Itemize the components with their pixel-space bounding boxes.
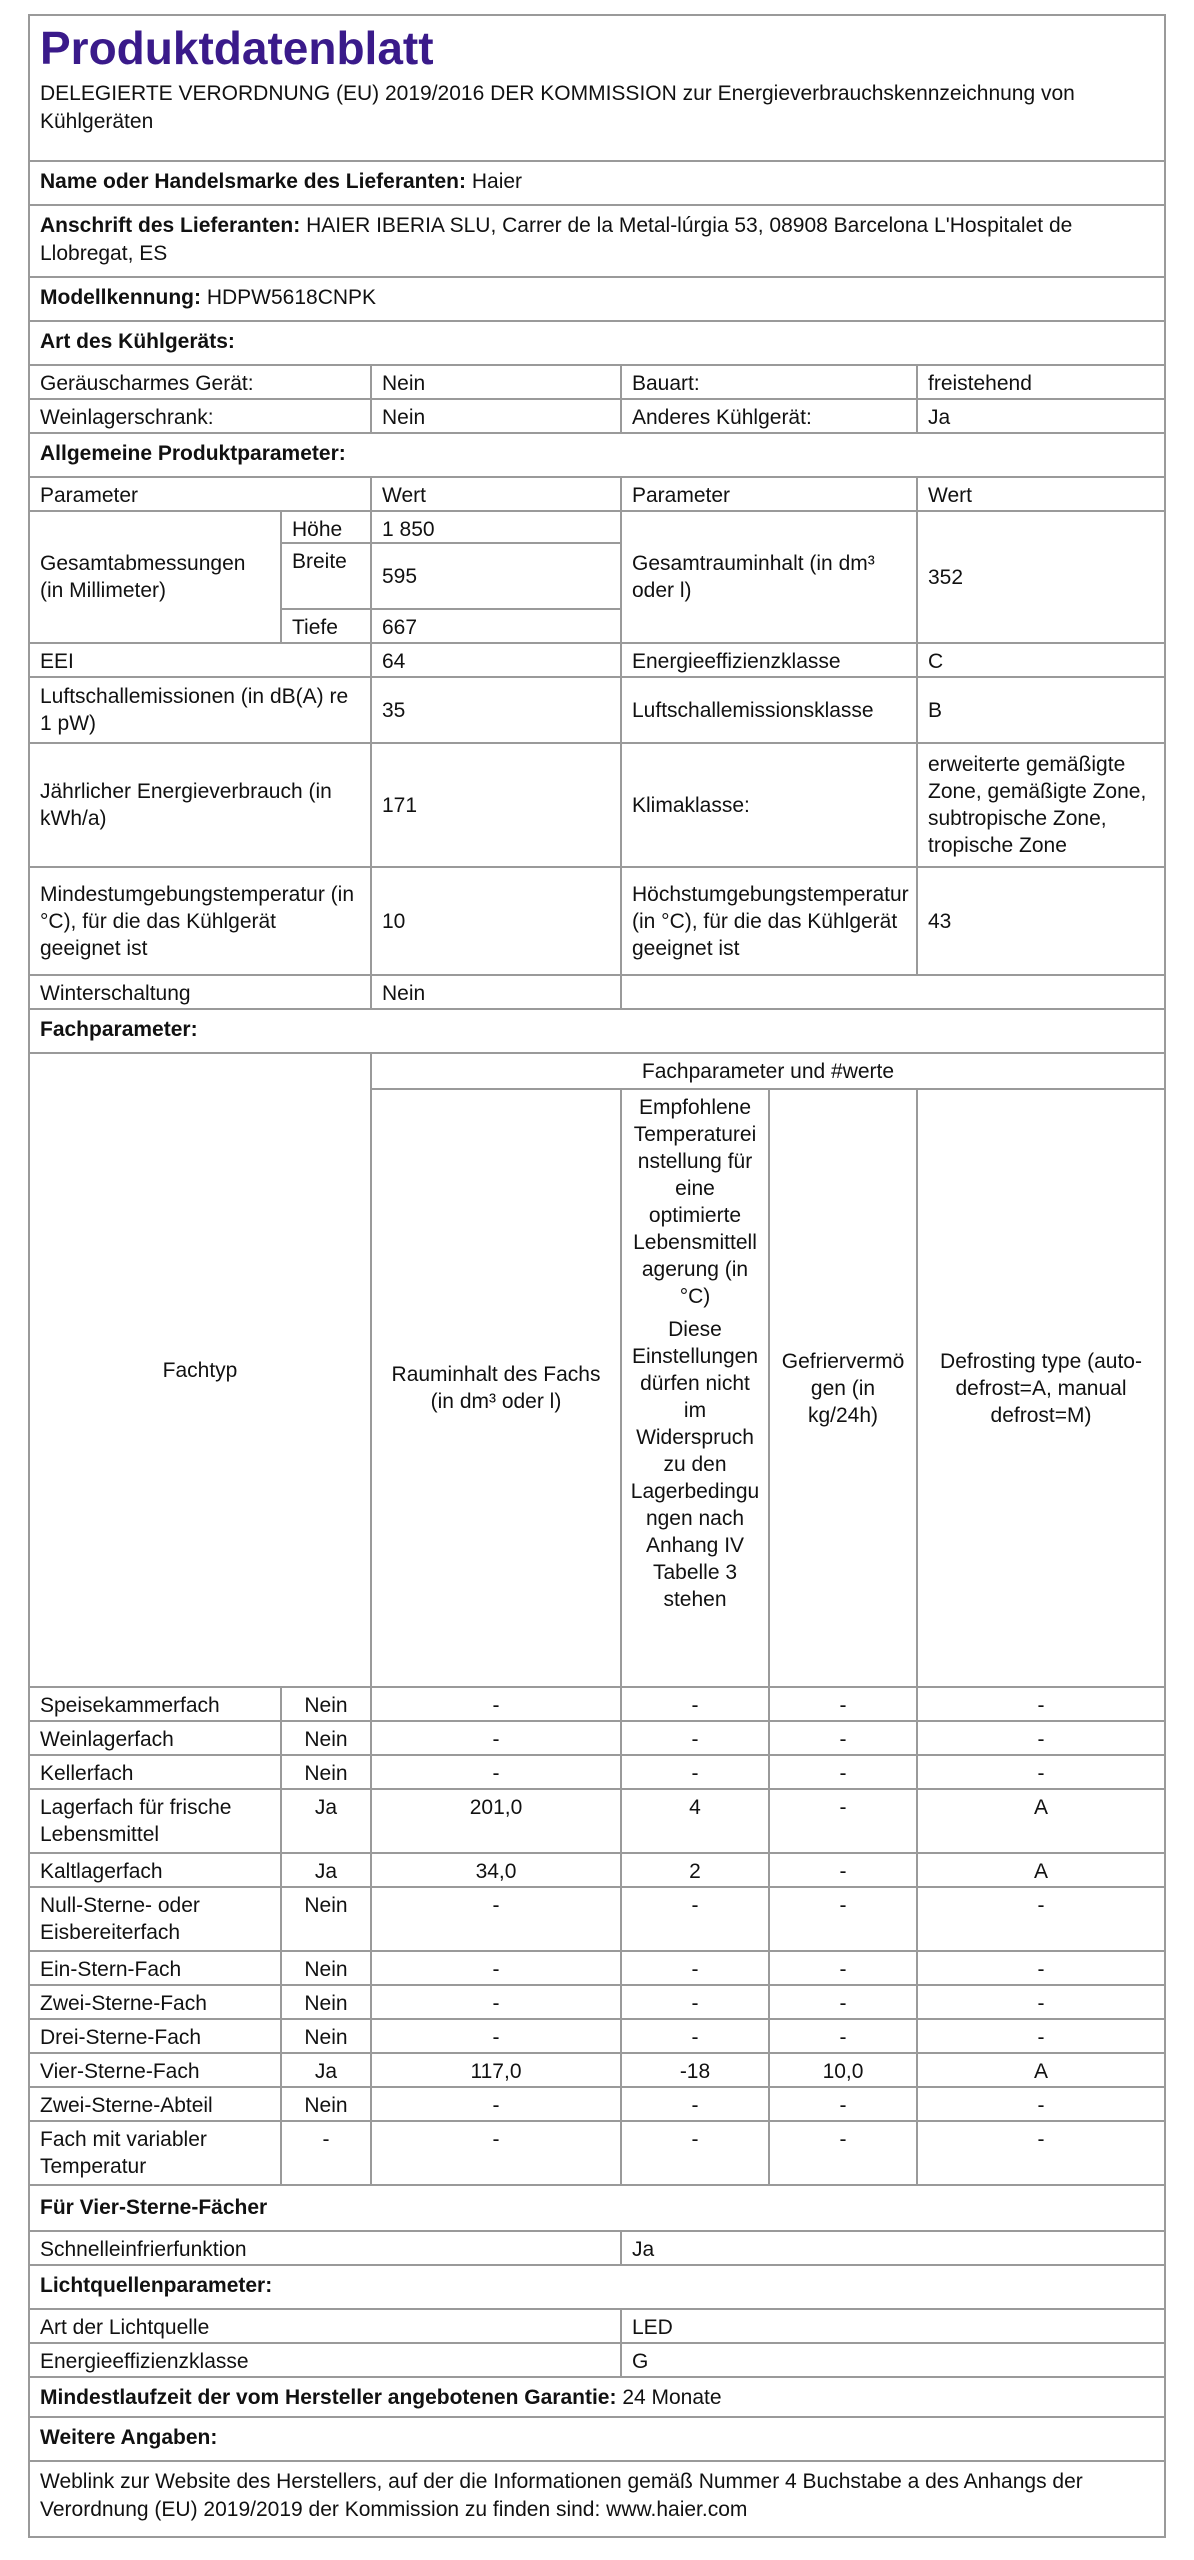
- warranty-label: Mindestlaufzeit der vom Hersteller angebotenen Garantie:: [40, 2386, 617, 2409]
- compartment-row: [30, 1756, 1164, 1790]
- manufacturer-link[interactable]: www.haier.com: [606, 2498, 748, 2521]
- value-header-2: Wert: [916, 478, 1164, 512]
- ambient-temp-row: [30, 868, 1164, 976]
- address-label: Anschrift des Lieferanten:: [40, 214, 301, 237]
- compartment-temp: -: [620, 1756, 768, 1788]
- compartment-row: [30, 1722, 1164, 1756]
- compartment-row: [30, 1986, 1164, 2020]
- compartment-defrost: -: [916, 1952, 1164, 1984]
- compartment-row: [30, 1688, 1164, 1722]
- address-value: HAIER IBERIA SLU, Carrer de la Metal-lúrgia 53, 08908 Barcelona L'Hospitalet de Llobregat, ES: [40, 214, 1073, 265]
- general-heading-row: [30, 434, 1164, 478]
- min-temp-value: 10: [370, 868, 620, 974]
- climate-class-value: erweiterte gemäßigte Zone, gemäßigte Zone, subtropische Zone, tropische Zone: [916, 744, 1164, 866]
- compartment-defrost: -: [916, 1986, 1164, 2018]
- fast-freeze-value: Ja: [620, 2232, 1164, 2266]
- compartment-present: Nein: [280, 1888, 370, 1950]
- wine-cabinet-value: Nein: [370, 400, 620, 434]
- compartment-name: Speisekammerfach: [40, 1694, 220, 1717]
- total-volume-value: 352: [916, 512, 1164, 642]
- compartment-temp: -18: [620, 2054, 768, 2086]
- compartment-volume: -: [370, 1888, 620, 1950]
- compartment-temp: -: [620, 2122, 768, 2184]
- compartment-row: [30, 2054, 1164, 2088]
- compartment-defrost: A: [916, 1790, 1164, 1852]
- fast-freeze-label: Schnelleinfrierfunktion: [40, 2238, 247, 2261]
- compartment-group-header: Fachparameter und #werte: [370, 1054, 1164, 1090]
- noise-class-value: B: [916, 678, 1164, 742]
- design-value: freistehend: [916, 366, 1164, 400]
- max-temp-value: 43: [916, 868, 1164, 974]
- model-label: Modellkennung:: [40, 286, 201, 309]
- compartment-row: [30, 1888, 1164, 1952]
- compartment-defrost: -: [916, 1688, 1164, 1720]
- model-value: HDPW5618CNPK: [206, 286, 377, 309]
- compartment-volume: -: [370, 1688, 620, 1720]
- four-star-heading-row: [30, 2188, 1164, 2232]
- compartment-row: [30, 2088, 1164, 2122]
- noise-row: [30, 678, 1164, 744]
- compartment-defrost: -: [916, 2122, 1164, 2184]
- compartment-volume: -: [370, 1756, 620, 1788]
- fast-freeze-row: [30, 2232, 1164, 2266]
- compartment-defrost: A: [916, 1854, 1164, 1886]
- compartments-header-row: [30, 1054, 1164, 1688]
- light-heading-row: [30, 2266, 1164, 2310]
- depth-label: Tiefe: [280, 610, 370, 642]
- light-class-value: G: [620, 2344, 1164, 2378]
- supplier-label: Name oder Handelsmarke des Lieferanten:: [40, 170, 466, 193]
- winter-row: [30, 976, 1164, 1010]
- energy-consumption-value: 171: [370, 744, 620, 866]
- light-class-label: Energieeffizienzklasse: [40, 2350, 249, 2373]
- dimensions-row: [30, 512, 1164, 644]
- compartment-present: -: [280, 2122, 370, 2184]
- winter-label: Winterschaltung: [40, 982, 191, 1005]
- compartment-present: Nein: [280, 1952, 370, 1984]
- design-label: Bauart:: [620, 366, 916, 400]
- compartment-defrost: -: [916, 1888, 1164, 1950]
- general-header-row: [30, 478, 1164, 512]
- noise-class-label: Luftschallemissionsklasse: [620, 678, 916, 742]
- appliance-type-heading-row: [30, 322, 1164, 366]
- eei-value: 64: [370, 644, 620, 678]
- defrost-type-header: Defrosting type (auto-defrost=A, manual defrost=M): [916, 1090, 1164, 1686]
- compartment-temp: -: [620, 1722, 768, 1754]
- compartments-heading-row: [30, 1010, 1164, 1054]
- compartment-volume-header: Rauminhalt des Fachs (in dm³ oder l): [370, 1090, 620, 1686]
- compartment-present: Ja: [280, 2054, 370, 2086]
- height-label: Höhe: [280, 512, 370, 544]
- product-data-sheet: [28, 14, 1166, 2538]
- compartment-volume: 201,0: [370, 1790, 620, 1852]
- low-noise-label: Geräuscharmes Gerät:: [40, 372, 254, 395]
- address-row: [30, 206, 1164, 278]
- compartment-volume: -: [370, 2020, 620, 2052]
- compartment-volume: -: [370, 1722, 620, 1754]
- compartment-name: Zwei-Sterne-Fach: [40, 1992, 207, 2015]
- compartment-temp: 2: [620, 1854, 768, 1886]
- climate-class-label: Klimaklasse:: [620, 744, 916, 866]
- dimensions-label: Gesamtabmessungen (in Millimeter): [40, 552, 246, 602]
- warranty-row: [30, 2378, 1164, 2418]
- compartment-volume: -: [370, 2122, 620, 2184]
- temp-header-line-1: Empfohlene Temperatureinstellung für eine optimierte Lebensmittellagerung (in °C): [633, 1096, 757, 1308]
- value-header: Wert: [370, 478, 620, 512]
- compartment-name: Kaltlagerfach: [40, 1860, 163, 1883]
- compartment-name: Ein-Stern-Fach: [40, 1958, 182, 1981]
- light-type-label: Art der Lichtquelle: [40, 2316, 210, 2339]
- compartment-name: Lagerfach für frische Lebensmittel: [40, 1796, 232, 1846]
- light-type-value: LED: [620, 2310, 1164, 2344]
- compartment-temp: -: [620, 1952, 768, 1984]
- compartment-volume: 117,0: [370, 2054, 620, 2086]
- appliance-type-row-2: [30, 400, 1164, 434]
- compartment-defrost: -: [916, 1756, 1164, 1788]
- further-text: Weblink zur Website des Herstellers, auf der die Informationen gemäß Nummer 4 Buchstabe a des Anhangs der Verordnung (EU) 2019/2019 der Kommission zu finden sind:: [40, 2470, 1083, 2521]
- appliance-type-row-1: [30, 366, 1164, 400]
- width-value: 595: [370, 544, 620, 610]
- compartment-row: [30, 1790, 1164, 1854]
- noise-label: Luftschallemissionen (in dB(A) re 1 pW): [40, 685, 349, 735]
- other-appliance-value: Ja: [916, 400, 1164, 434]
- supplier-value: Haier: [471, 170, 523, 193]
- max-temp-label: Höchstumgebungstemperatur (in °C), für die das Kühlgerät geeignet ist: [620, 868, 916, 974]
- appliance-type-heading: Art des Kühlgeräts:: [40, 330, 235, 353]
- energy-class-value: C: [916, 644, 1164, 678]
- compartment-temp: -: [620, 1688, 768, 1720]
- winter-empty: [620, 976, 1164, 1010]
- compartment-present: Nein: [280, 1688, 370, 1720]
- compartment-defrost: A: [916, 2054, 1164, 2086]
- four-star-heading: Für Vier-Sterne-Fächer: [40, 2196, 268, 2219]
- compartment-freeze: -: [768, 1688, 916, 1720]
- header-block: [30, 16, 1164, 162]
- compartment-present: Ja: [280, 1854, 370, 1886]
- temp-header: [620, 1090, 768, 1686]
- param-header: Parameter: [40, 484, 139, 507]
- light-class-row: [30, 2344, 1164, 2378]
- compartment-volume: 34,0: [370, 1854, 620, 1886]
- compartment-temp: -: [620, 1986, 768, 2018]
- page-title: Produktdatenblatt: [40, 22, 434, 74]
- compartment-freeze: -: [768, 1952, 916, 1984]
- compartment-freeze: -: [768, 2088, 916, 2120]
- supplier-row: [30, 162, 1164, 206]
- compartment-freeze: -: [768, 2020, 916, 2052]
- further-heading-row: [30, 2418, 1164, 2462]
- temp-header-line-2: Diese Einstellungen dürfen nicht im Widerspruch zu den Lagerbedingungen nach Anhang IV Tabelle 3 stehen: [630, 1318, 760, 1611]
- compartment-freeze: -: [768, 1888, 916, 1950]
- wine-cabinet-label: Weinlagerschrank:: [40, 406, 214, 429]
- noise-value: 35: [370, 678, 620, 742]
- compartment-present: Nein: [280, 2020, 370, 2052]
- depth-value: 667: [370, 610, 620, 642]
- compartment-temp: -: [620, 1888, 768, 1950]
- compartment-name: Vier-Sterne-Fach: [40, 2060, 200, 2083]
- compartment-name: Zwei-Sterne-Abteil: [40, 2094, 213, 2117]
- eei-label: EEI: [40, 650, 74, 673]
- compartment-row: [30, 2122, 1164, 2186]
- compartment-temp: 4: [620, 1790, 768, 1852]
- compartment-present: Nein: [280, 2088, 370, 2120]
- compartment-name: Drei-Sterne-Fach: [40, 2026, 202, 2049]
- other-appliance-label: Anderes Kühlgerät:: [620, 400, 916, 434]
- light-type-row: [30, 2310, 1164, 2344]
- compartment-volume: -: [370, 1952, 620, 1984]
- general-heading: Allgemeine Produktparameter:: [40, 442, 346, 465]
- compartment-freeze: -: [768, 1790, 916, 1852]
- compartment-present: Ja: [280, 1790, 370, 1852]
- low-noise-value: Nein: [370, 366, 620, 400]
- compartments-heading: Fachparameter:: [40, 1018, 198, 1041]
- compartment-present: Nein: [280, 1722, 370, 1754]
- compartment-defrost: -: [916, 2088, 1164, 2120]
- compartment-name: Kellerfach: [40, 1762, 134, 1785]
- compartment-freeze: -: [768, 1854, 916, 1886]
- winter-value: Nein: [370, 976, 620, 1010]
- compartment-name: Fach mit variabler Temperatur: [40, 2128, 207, 2178]
- compartment-row: [30, 2020, 1164, 2054]
- compartment-freeze: -: [768, 2122, 916, 2184]
- height-value: 1 850: [370, 512, 620, 544]
- model-row: [30, 278, 1164, 322]
- eei-row: [30, 644, 1164, 678]
- compartment-freeze: -: [768, 1722, 916, 1754]
- compartment-name: Null-Sterne- oder Eisbereiterfach: [40, 1894, 200, 1944]
- compartment-volume: -: [370, 2088, 620, 2120]
- width-label: Breite: [280, 544, 370, 610]
- compartment-present: Nein: [280, 1986, 370, 2018]
- compartment-freeze: -: [768, 1986, 916, 2018]
- energy-class-label: Energieeffizienzklasse: [620, 644, 916, 678]
- freeze-capacity-header: Gefriervermögen (in kg/24h): [768, 1090, 916, 1686]
- compartment-present: Nein: [280, 1756, 370, 1788]
- further-text-row: [30, 2462, 1164, 2536]
- compartment-temp: -: [620, 2088, 768, 2120]
- compartment-temp: -: [620, 2020, 768, 2052]
- compartment-freeze: -: [768, 1756, 916, 1788]
- compartment-row: [30, 1952, 1164, 1986]
- further-heading: Weitere Angaben:: [40, 2426, 218, 2449]
- warranty-value: 24 Monate: [622, 2386, 722, 2409]
- compartment-defrost: -: [916, 1722, 1164, 1754]
- compartment-volume: -: [370, 1986, 620, 2018]
- energy-consumption-label: Jährlicher Energieverbrauch (in kWh/a): [40, 780, 332, 830]
- compartment-type-header: Fachtyp: [162, 1358, 238, 1382]
- compartment-name: Weinlagerfach: [40, 1728, 174, 1751]
- compartment-defrost: -: [916, 2020, 1164, 2052]
- min-temp-label: Mindestumgebungstemperatur (in °C), für die das Kühlgerät geeignet ist: [40, 882, 354, 960]
- energy-consumption-row: [30, 744, 1164, 868]
- compartment-row: [30, 1854, 1164, 1888]
- param-header-2: Parameter: [620, 478, 916, 512]
- light-heading: Lichtquellenparameter:: [40, 2274, 273, 2297]
- total-volume-label: Gesamtrauminhalt (in dm³ oder l): [620, 512, 916, 642]
- regulation-text: DELEGIERTE VERORDNUNG (EU) 2019/2016 DER KOMMISSION zur Energieverbrauchskennzeichnung von Kühlgeräten: [40, 82, 1075, 133]
- compartment-freeze: 10,0: [768, 2054, 916, 2086]
